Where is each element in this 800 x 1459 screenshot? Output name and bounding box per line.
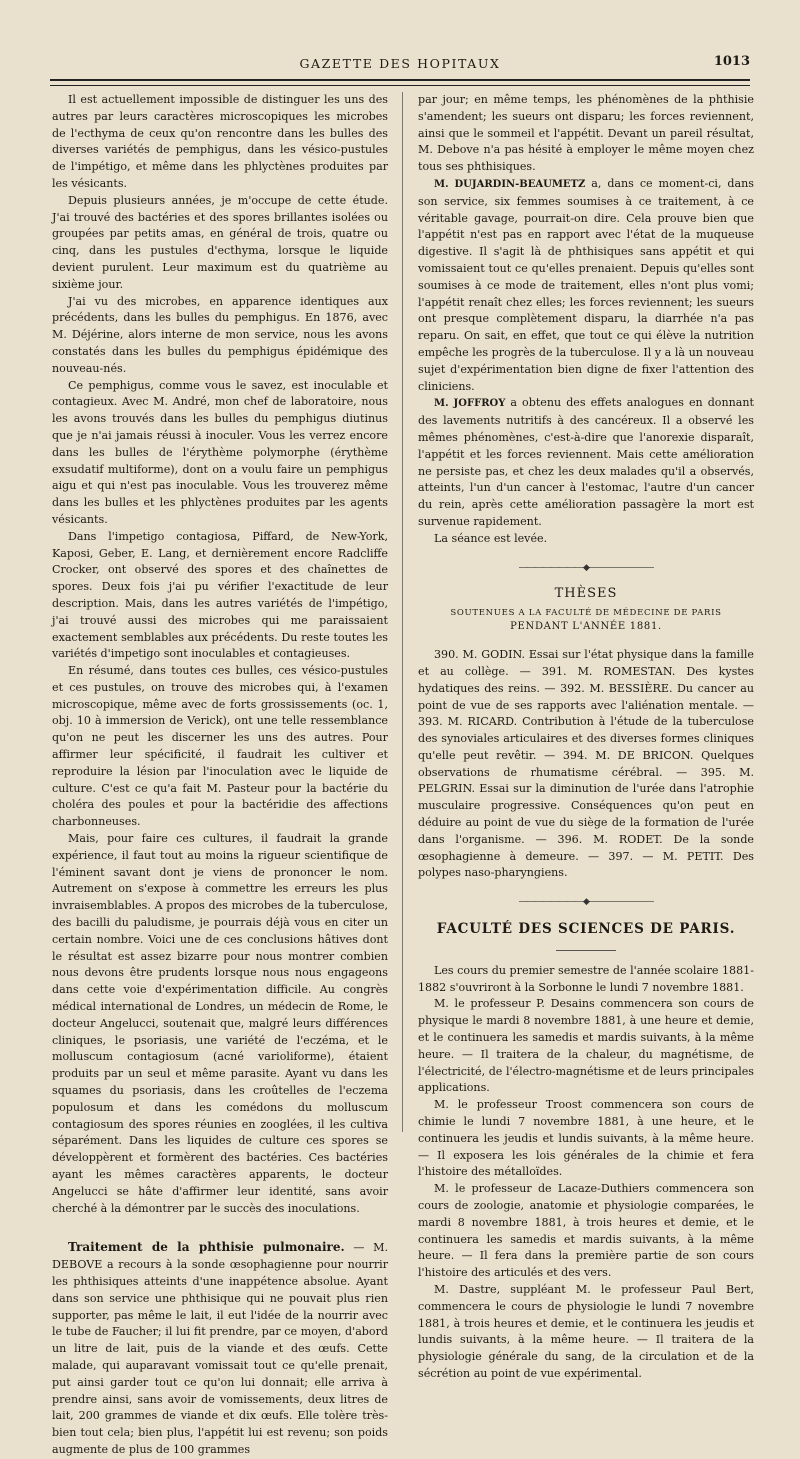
paragraph: Mais, pour faire ces cultures, il faudrait la grande expérience, il faut tout au moins la rigueur scientifique de l'éminent savant dont je viens de prononcer le nom. Autrement on s'expose à commettre les erreurs les plus invraisemblables. A propos des microbes de la tuberculose, des bacilli du paludisme, je pourrais déjà vous en citer un certain nombre. Voici une de ces conclusions hâtives dont le résultat est assez bizarre pour nous montrer combien nous devons être prudents lorsque nous nous engageons dans cette voie d'expérimentation difficile. Au congrès médical international de Londres, un médecin de Rome, le docteur Angelucci, soutenait que, malgré leurs différences cliniques, le psoriasis, une variété de l'eczéma, et le molluscum contagiosum (acné varioliforme), étaient produits par un seul et même parasite. Ayant vu dans les squames du psoriasis, dans les croûtelles de l'eczema populosum et dans les comédons du molluscum contagiosum des spores réunies en zooglées, il les cultiva séparément. Dans les liquides de culture ces spores se développèrent et formèrent des bactéries. Ces bactéries ayant les mêmes caractères apparents, le docteur Angelucci se hâte d'affirmer leur identité, sans avoir cherché à la démontrer par le succès des inoculations. [52, 832, 388, 1215]
paragraph: M. le professeur P. Desains commencera son cours de physique le mardi 8 novembre 1881, à une heure et demie, et le continuera les samedis et mardis suivants, à la même heure. — Il traitera de la chaleur, du magnétisme, de l'électricité, de l'électro-magnétisme et de leurs principales applications. [418, 997, 754, 1095]
theses-subtitle: SOUTENUES A LA FACULTÉ DE MÉDECINE DE PARIS [450, 608, 722, 619]
joffroy-paragraph [418, 395, 754, 530]
paragraph: M. le professeur Troost commencera son cours de chimie le lundi 7 novembre 1881, à une heure, et le continuera les jeudis et lundis suivants, à la même heure. — Il exposera les lois générales de la chimie et fera l'histoire des métalloïdes. [418, 1098, 754, 1179]
section-heading: Traitement de la phthisie pulmonaire. [68, 1240, 345, 1255]
closing-line: La séance est levée. [434, 531, 548, 545]
paragraph: En résumé, dans toutes ces bulles, ces vésico-pustules et ces pustules, on trouve des microbes qui, à l'examen microscopique, même avec de forts grossissements (oc. 1, obj. 10 à immersion de Verick), ont une telle ressemblance qu'on ne peut les discerner les uns des autres. Pour affirmer leur spécificité, il faudrait les cultiver et reproduire la lésion par l'inoculation avec le liquide de culture. C'est ce qu'a fait M. Pasteur pour la bactérie du choléra des poules et pour la bactéridie des affections charbonneuses. [52, 664, 388, 829]
header-rule-thin [50, 85, 750, 86]
theses-subtitle-year: PENDANT L'ANNÉE 1881. [510, 621, 662, 633]
left-column [52, 92, 388, 1459]
paragraph-text: a recours à la sonde œsophagienne pour nourrir les phthisiques atteints d'une inappétence absolue. Ayant dans son service une phthisique qui ne pouvait plus rien supporter, pas même le lait, il eut l'idée de la nourrir avec le tube de Faucher; il lui fit prendre, par ce moyen, d'abord un litre de lait, puis de la viande et des œufs. Cette malade, qui auparavant vomissait tout ce qu'elle prenait, put ainsi garder tout ce qu'on lui donnait; elle arriva à prendre ainsi, sans avoir de vomissements, deux litres de lait, 200 grammes de viande et dix œufs. Elle tolère très-bien tout cela; bien plus, l'appétit lui est revenu; son poids augmente de plus de 100 grammes [52, 1258, 388, 1456]
journal-title: GAZETTE DES HOPITAUX [299, 56, 501, 71]
paragraph: Ce pemphigus, comme vous le savez, est inoculable et contagieux. Avec M. André, mon chef de laboratoire, nous les avons trouvés dans les bulles du pemphigus diutinus que je n'ai jamais réussi à inoculer. Vous les verrez encore dans les bulles de l'érythème polymorphe (érythème exsudatif multiforme), dont on a voulu faire un pemphigus aigu et qui n'est pas inoculable. Vous les trouverez même dans les bulles et les phlyctènes produites par les agents vésicants. [52, 378, 388, 526]
right-column [418, 92, 754, 1383]
theses-list: 390. M. GODIN. Essai sur l'état physique dans la famille et au collège. — 391. M. ROMESTAN. Des kystes hydatiques des reins. — 392. M. BESSIÈRE. Du cancer au point de vue de ses rapports avec l'aliénation mentale. — 393. M. RICARD. Contribution à l'étude de la tuberculose des synoviales articulaires et des diverses formes cliniques qu'elle peut revêtir. — 394. M. DE BRICON. Quelques observations de rhumatisme cérébral. — 395. M. PELGRIN. Essai sur la diminution de l'urée dans l'atrophie musculaire progressive. Conséquences qu'on peut en déduire au point de vue du siège de la formation de l'urée dans l'organisme. — 396. M. RODET. De la sonde œsophagienne à demeure. — 397. — M. PETIT. Des polypes naso-pharyngiens. [418, 648, 754, 880]
paragraph: Il est actuellement impossible de distinguer les uns des autres par leurs caractères microscopiques les microbes de l'ecthyma de ceux qu'on rencontre dans les bulles des diverses variétés de pemphigus, dans les vésico-pustules de l'impétigo, et même dans les phlyctènes produites par les vésicants. [52, 93, 388, 190]
theses-title: THÈSES [554, 586, 618, 602]
paragraph: Dans l'impetigo contagiosa, Piffard, de New-York, Kaposi, Geber, E. Lang, et dernièrement encore Radcliffe Crocker, ont observé des spores et des chaînettes de spores. Deux fois j'ai pu vérifier l'exactitude de leur description. Mais, dans les autres variétés de l'impétigo, j'ai trouvé aussi des microbes qui me paraissaient exactement semblables aux précédents. Du reste toutes les variétés d'impetigo sont inoculables et contagieuses. [52, 529, 388, 661]
page-number: 1013 [713, 54, 750, 69]
dujardin-paragraph [418, 176, 754, 395]
paragraph: Depuis plusieurs années, je m'occupe de cette étude. J'ai trouvé des bactéries et des spores brillantes isolées ou groupées par petits amas, en général de trois, quatre ou cinq, dans les pustules d'ecthyma, lorsque le liquide devient purulent. Leur maximum est du quatrième au sixième jour. [52, 193, 388, 291]
author-name: M. DEBOVE [52, 1241, 388, 1272]
paragraph-text: a obtenu des effets analogues en donnant des lavements nutritifs à des cancéreux. Il a observé les mêmes phénomènes, c'est-à-dire que l'anorexie disparaît, l'appétit et les forces reviennent. Mais cette amélioration ne persiste pas, et chez les deux malades qu'il a observés, atteints, l'un d'un cancer à l'estomac, l'autre d'un cancer du rein, après cette amélioration passagère la mort est survenue rapidement. [418, 396, 754, 528]
ornament-divider: ――――――――◆―――――――― [519, 897, 653, 908]
column-divider [402, 92, 403, 1132]
paragraph: Les cours du premier semestre de l'année scolaire 1881-1882 s'ouvriront à la Sorbonne le lundi 7 novembre 1881. [418, 963, 754, 994]
faculte-title: FACULTÉ DES SCIENCES DE PARIS. [436, 921, 736, 938]
paragraph: M. le professeur de Lacaze-Duthiers commencera son cours de zoologie, anatomie et physiologie comparées, le mardi 8 novembre 1881, à trois heures et demie, et le continuera les samedis et mardis suivants, à la même heure. — Il fera dans la première partie de son cours l'histoire des articulés et des vers. [418, 1182, 754, 1280]
author-name: M. JOFFROY [434, 398, 506, 410]
paragraph: M. Dastre, suppléant M. le professeur Paul Bert, commencera le cours de physiologie le lundi 7 novembre 1881, à trois heures et demie, et le continuera les jeudis et lundis suivants, à la même heure. — Il traitera de la physiologie générale du sang, de la circulation et de la sécrétion au point de vue expérimental. [418, 1283, 754, 1380]
dash: — [353, 1241, 365, 1255]
paragraph: par jour; en même temps, les phénomènes de la phthisie s'amendent; les sueurs ont disparu; les forces reviennent, ainsi que le sommeil et l'appétit. Devant un pareil résultat, M. Debove n'a pas hésité à employer le même moyen chez tous ses phthisiques. [418, 93, 754, 174]
header-rule-thick [50, 79, 750, 81]
paragraph-text: a, dans ce moment-ci, dans son service, six femmes soumises à ce traitement, à ce véritable gavage, pourrait-on dire. Cela prouve bien que l'appétit n'est pas en rapport avec l'état de la muqueuse digestive. Il s'agit là de phthisiques sans appétit et qui vomissaient tout ce qu'elles prenaient. Depuis qu'elles sont soumises à ce mode de traitement, elles n'ont plus vomi; l'appétit renaît chez elles; les forces reviennent; les sueurs ont presque complètement disparu, la diarrhée n'a pas reparu. On sait, en effet, que tout ce qui élève la nutrition empêche les progrès de la tuberculose. Il y a là un nouveau sujet d'expérimentation bien digne de fixer l'attention des cliniciens. [418, 176, 754, 393]
paragraph: J'ai vu des microbes, en apparence identiques aux précédents, dans les bulles du pemphigus. En 1876, avec M. Déjérine, alors interne de mon service, nous les avons constatés dans les bulles du pemphigus épidémique des nouveau-nés. [52, 294, 388, 375]
short-rule [556, 950, 616, 951]
ornament-divider: ――――――――◆―――――――― [519, 562, 653, 573]
traitement-paragraph [52, 1239, 388, 1458]
page-header [50, 56, 750, 80]
author-name: M. DUJARDIN-BEAUMETZ [434, 178, 586, 190]
